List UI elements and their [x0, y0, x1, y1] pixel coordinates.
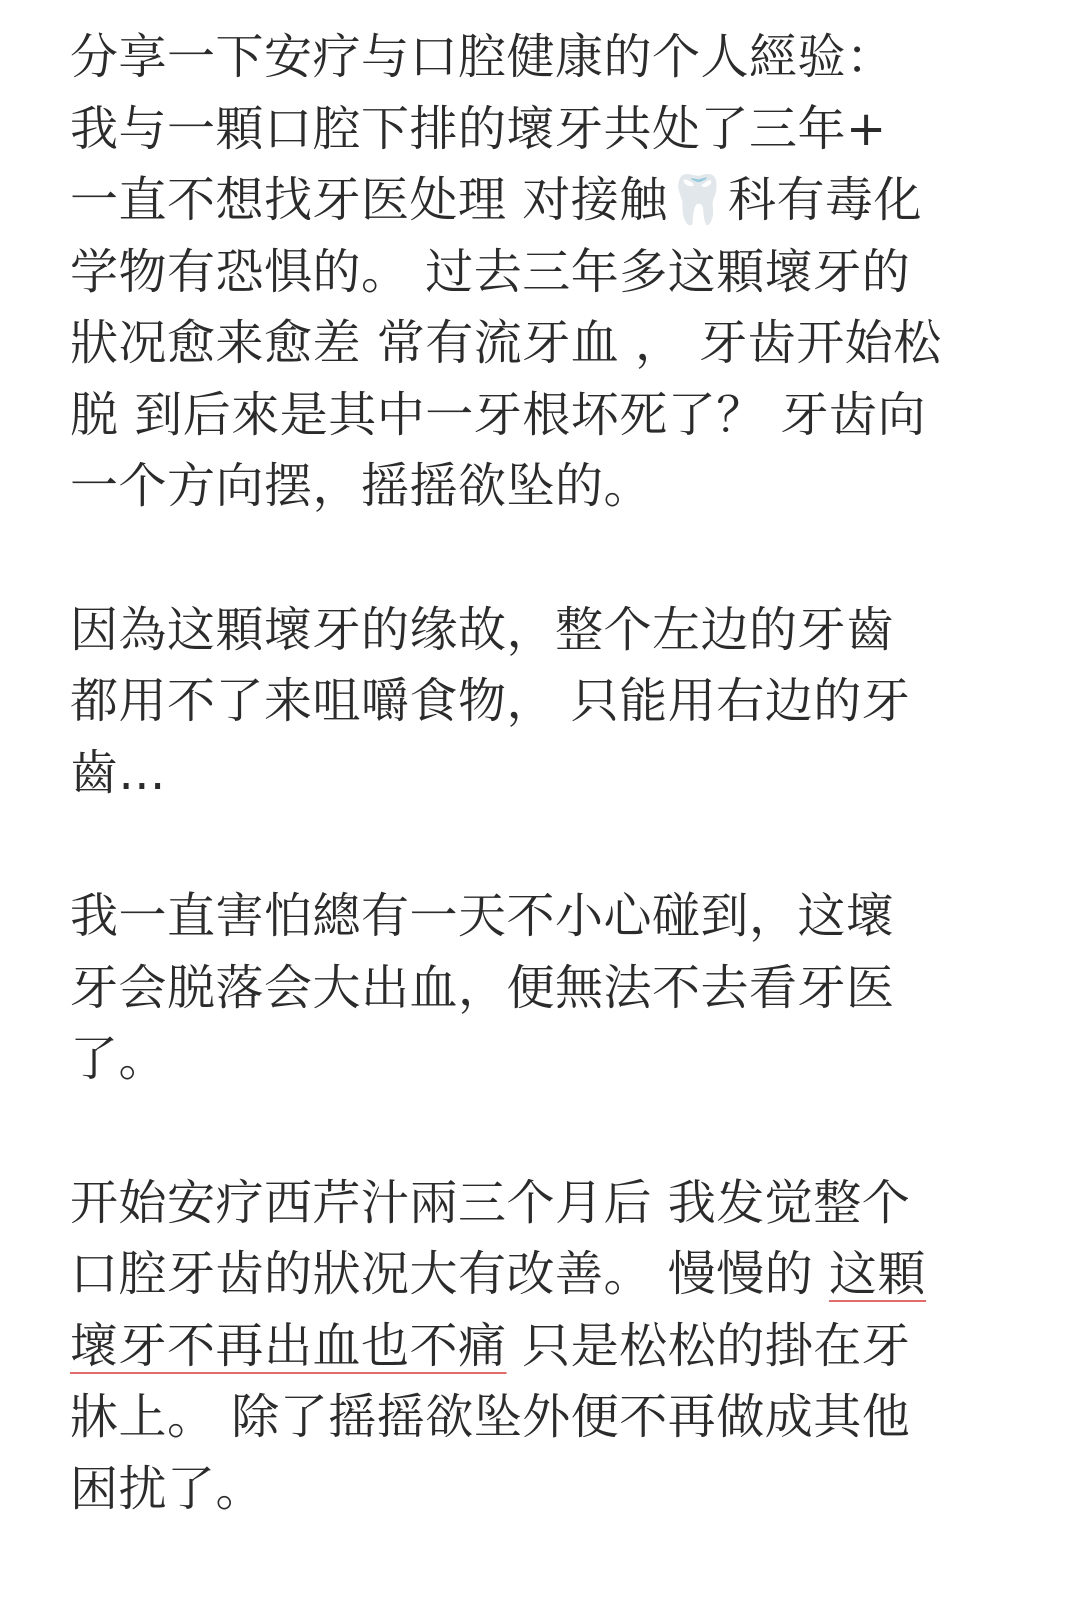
text-line: 都用不了来咀嚼食物， 只能用右边的牙 — [70, 673, 911, 729]
text-line: 一直不想找牙医处理 对接触 — [70, 172, 668, 228]
text-line: 口腔牙齿的狀况大有改善。 慢慢的 — [70, 1246, 830, 1302]
article-body — [70, 22, 1010, 1525]
paragraph-spacer — [70, 523, 1010, 595]
highlighted-text: 壞牙不再出血也不痛 — [70, 1317, 507, 1374]
text-line: 因為这顆壞牙的缘故，整个左边的牙齒 — [70, 601, 895, 658]
text-line: 学物有恐惧的。 过去三年多这顆壞牙的 — [70, 243, 911, 300]
text-line: 分享一下安疗与口腔健康的个人經验： — [70, 29, 895, 85]
text-line: 了。 — [70, 1031, 168, 1087]
text-line: 开始安疗西芹汁兩三个月后 我发觉整个 — [70, 1174, 911, 1231]
text-line: 一个方向摆，摇摇欲坠的。 — [70, 458, 653, 514]
text-line: 困扰了。 — [70, 1460, 265, 1517]
text-line: 脱 到后來是其中一牙根坏死了？ 牙齿向 — [70, 386, 927, 443]
text-line: 我与一顆口腔下排的壞牙共处了三年+ — [70, 100, 887, 157]
paragraph-2 — [70, 595, 1010, 810]
text-line: 牙会脱落会大出血，便無法不去看牙医 — [70, 959, 895, 1016]
highlighted-text: 这顆 — [829, 1246, 927, 1302]
paragraph-4 — [70, 1168, 1010, 1526]
paragraph-spacer — [70, 809, 1010, 881]
paragraph-1 — [70, 22, 1010, 523]
tooth-icon: 🦷 — [667, 172, 729, 228]
text-line: 狀况愈来愈差 常有流牙血 ， 牙齿开始松 — [70, 315, 942, 371]
text-line: 只是松松的掛在牙 — [506, 1317, 911, 1374]
text-line: 齒... — [70, 744, 166, 801]
paragraph-3 — [70, 881, 1010, 1096]
text-line: 我一直害怕總有一天不小心碰到，这壞 — [70, 888, 895, 944]
text-line: 科有毒化 — [728, 172, 923, 228]
paragraph-spacer — [70, 1096, 1010, 1168]
text-line: 牀上。 除了摇摇欲坠外便不再做成其他 — [70, 1389, 911, 1445]
